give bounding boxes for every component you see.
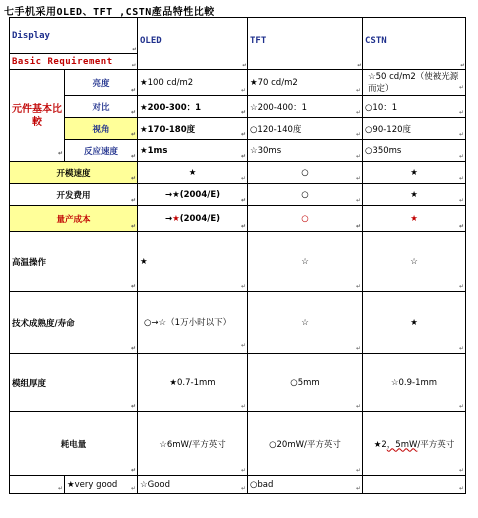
cstn-cell: ☆50 cd/m2（使被光源而定） ↵ [363,70,466,96]
cstn-cell: ○350ms ↵ [363,140,466,162]
oled-cell: ★ ↵ [138,232,248,292]
cstn-cell: ○10：1 ↵ [363,96,466,118]
row-label: 对比 ↵ [65,96,138,118]
oled-cell: →★(2004/E) ↵ [138,206,248,232]
arrow-star-prefix: →★ [164,189,180,200]
tft-cell: ○ ↵ [248,206,363,232]
table-row [10,118,466,140]
oled-cell: ★1ms ↵ [138,140,248,162]
cstn-cell: ★ ↵ [363,206,466,232]
oled-cell: ★170-180度 ↵ [138,118,248,140]
tft-cell: ○ ↵ [248,162,363,184]
tft-cell: ☆200-400：1 ↵ [248,96,363,118]
row-label: 亮度 ↵ [65,70,138,96]
table-row [10,140,466,162]
tft-cell: ○ ↵ [248,184,363,206]
oled-cell: ○→☆（1万小时以下） ↵ [138,292,248,354]
cstn-header: CSTN ↵ [363,18,466,70]
cstn-cell: ★ ↵ [363,292,466,354]
table-row [10,70,466,96]
tft-cell: ○120-140度 ↵ [248,118,363,140]
legend-good: ☆Good ↵ [138,476,248,494]
legend-row [10,476,466,494]
legend-bad: ○bad ↵ [248,476,363,494]
page-title: 七手机采用OLED、TFT ,CSTN產品特性比較 [4,7,215,18]
row-label: 技术成熟度/寿命 ↵ [10,292,138,354]
comparison-table [9,17,466,494]
tft-cell: ☆ ↵ [248,292,363,354]
table-row [10,96,466,118]
oled-header: OLED ↵ [138,18,248,70]
legend-blank [10,476,65,494]
table-row [10,412,466,476]
tft-cell: ☆ ↵ [248,232,363,292]
oled-cell: ★ ↵ [138,162,248,184]
oled-cell: ★0.7-1mm ↵ [138,354,248,412]
row-label: 开发费用 ↵ [10,184,138,206]
cstn-cell: ★ ↵ [363,184,466,206]
table-row [10,232,466,292]
category-label: 元件基本比較 ↵ [10,70,65,162]
table-row [10,184,466,206]
row-label: 反应速度 ↵ [65,140,138,162]
table-row [10,206,466,232]
basic-requirement-label: Basic Requirement ↵ [10,54,138,70]
legend-very-good: ★very good ↵ [65,476,138,494]
cstn-cell: ★2，5mW/平方英寸 ↵ [363,412,466,476]
display-header: Display ↵ [10,18,138,54]
row-label: 开模速度 ↵ [10,162,138,184]
tft-cell: ☆30ms ↵ [248,140,363,162]
row-label: 高温操作 ↵ [10,232,138,292]
row-label: 耗电量 ↵ [10,412,138,476]
cstn-cell: ☆0.9-1mm ↵ [363,354,466,412]
oled-cell: →★(2004/E) ↵ [138,184,248,206]
oled-cell: ☆6mW/平方英寸 ↵ [138,412,248,476]
star-icon: ★ [172,213,180,224]
row-label: 视角 ↵ [65,118,138,140]
tft-cell: ★70 cd/m2 ↵ [248,70,363,96]
oled-cell: ★100 cd/m2 ↵ [138,70,248,96]
cstn-cell: ○90-120度 ↵ [363,118,466,140]
legend-empty [363,476,466,494]
row-label: 模组厚度 ↵ [10,354,138,412]
row-label: 量产成本 ↵ [10,206,138,232]
cstn-cell: ★ ↵ [363,162,466,184]
oled-cell: ★200-300：1 ↵ [138,96,248,118]
tft-cell: ○5mm ↵ [248,354,363,412]
header-row [10,18,466,54]
tft-cell: ○20mW/平方英寸 ↵ [248,412,363,476]
table-row [10,292,466,354]
table-row [10,162,466,184]
table-row [10,354,466,412]
cstn-cell: ☆ ↵ [363,232,466,292]
tft-header: TFT ↵ [248,18,363,70]
